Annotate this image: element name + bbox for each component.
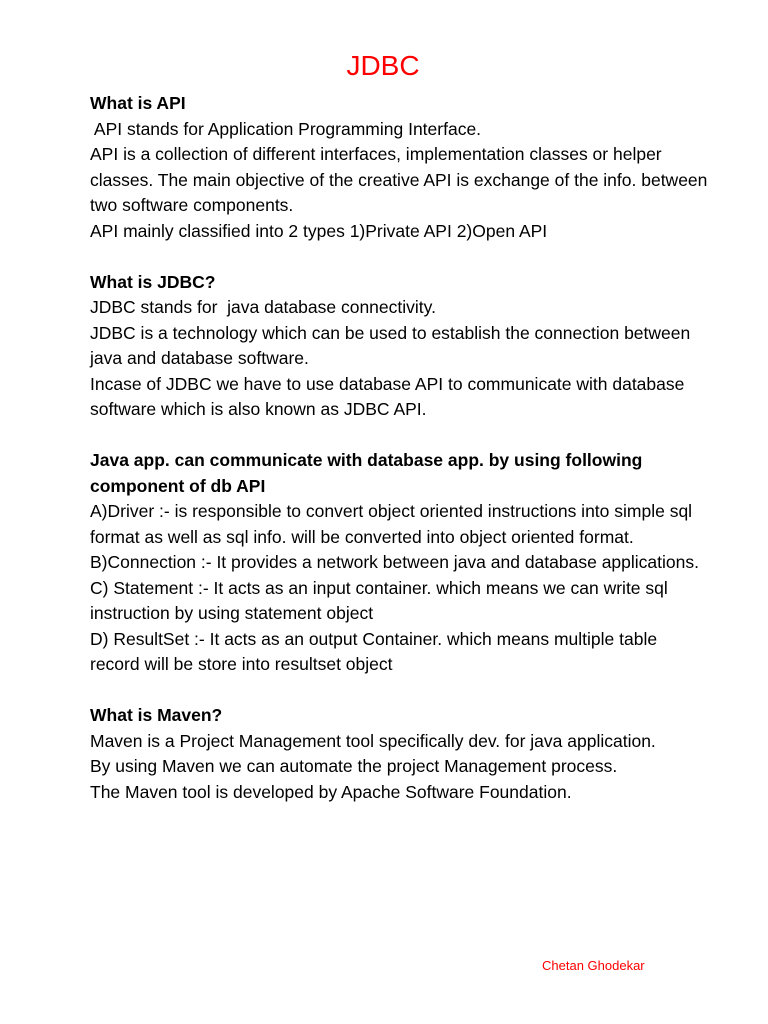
section-heading: Java app. can communicate with database app. by using following component of db API <box>90 450 643 496</box>
paragraph: API mainly classified into 2 types 1)Private API 2)Open API <box>90 220 548 241</box>
paragraph: Maven is a Project Management tool specifically dev. for java application. <box>90 730 656 751</box>
section-maven <box>90 703 708 805</box>
component-item-resultset: D) ResultSet :- It acts as an output Container. which means multiple table record will be store into resultset object <box>90 628 658 674</box>
component-item-statement: C) Statement :- It acts as an input container. which means we can write sql instruction by using statement object <box>90 577 668 623</box>
section-jdbc <box>90 270 708 423</box>
component-item-connection: B)Connection :- It provides a network between java and database applications. <box>90 552 699 572</box>
paragraph: By using Maven we can automate the project Management process. <box>90 756 618 776</box>
document-title: JDBC <box>346 50 420 81</box>
author-footer: Chetan Ghodekar <box>542 958 645 973</box>
paragraph: JDBC stands for java database connectivity. <box>90 297 436 317</box>
section-heading: What is Maven? <box>90 705 223 725</box>
paragraph: API stands for Application Programming Interface. <box>90 118 482 139</box>
paragraph: JDBC is a technology which can be used to establish the connection between java and database software. <box>90 322 691 368</box>
section-heading: What is JDBC? <box>90 271 216 292</box>
paragraph: The Maven tool is developed by Apache Software Foundation. <box>90 781 572 802</box>
section-api <box>90 91 708 244</box>
paragraph: API is a collection of different interfaces, implementation classes or helper classes. The main objective of the creative API is exchange of the info. between two software components. <box>90 144 708 215</box>
section-db-components <box>90 448 708 678</box>
paragraph: Incase of JDBC we have to use database API to communicate with database software which is also known as JDBC API. <box>90 373 685 419</box>
section-heading: What is API <box>90 93 186 113</box>
component-item-driver: A)Driver :- is responsible to convert object oriented instructions into simple sql format as well as sql info. will be converted into object oriented format. <box>90 501 693 547</box>
